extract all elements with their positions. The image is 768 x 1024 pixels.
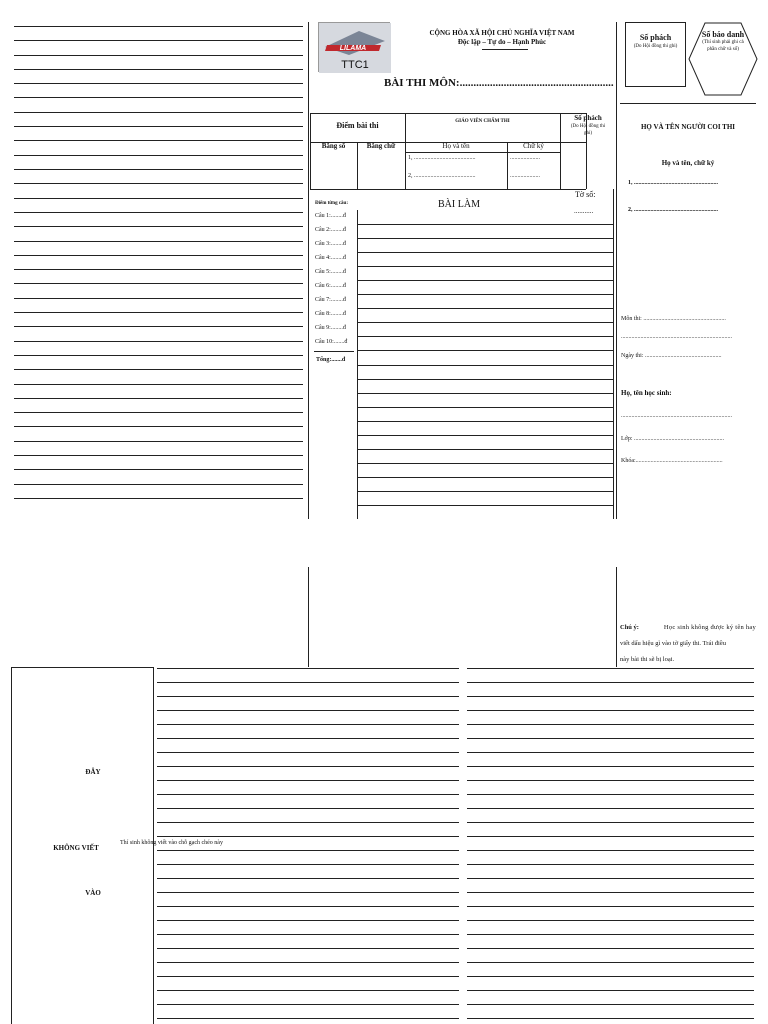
ruled-line [467,794,754,795]
no-write-day: ĐÂY [85,768,101,776]
separator-left-lower [308,567,309,667]
ruled-line [357,407,613,408]
ruled-line [357,252,613,253]
ruled-line [357,421,613,422]
ruled-line [157,990,459,991]
no-write-note: Thí sinh không viết vào chỗ gạch chéo này [120,840,223,846]
ruled-line [467,808,754,809]
question-score-8[interactable]: Câu 8:........đ [315,311,346,317]
ruled-line [157,1004,459,1005]
grader-sig-2[interactable]: .................... [510,173,540,179]
motto: Độc lập – Tự do – Hạnh Phúc [457,38,547,46]
ruled-line [357,435,613,436]
ruled-line [467,1018,754,1019]
ruled-line [467,906,754,907]
ruled-line [357,449,613,450]
ruled-line [357,308,613,309]
ho-ten-hoc-sinh-label: Họ, tên học sinh: [621,389,672,397]
logo-brand: LILAMA [339,45,367,52]
separator-right-lower [616,567,617,667]
so-bao-danh-note1: (Thí sinh phải ghi cả [702,40,744,45]
ruled-line [157,934,459,935]
total-score[interactable]: Tổng:.......đ [316,357,346,363]
coi-thi-row-1[interactable]: 1, ........................................................ [628,180,718,186]
ho-va-ten-label: Họ và tên [442,142,470,150]
ruled-line [467,780,754,781]
question-score-3[interactable]: Câu 3:........đ [315,241,346,247]
ruled-line [14,255,303,256]
ruled-line [14,426,303,427]
ruled-line [14,498,303,499]
ruled-line [357,350,613,351]
mon-thi-dots[interactable]: .......................................................................... [621,334,732,340]
ruled-line [467,934,754,935]
ruled-line [14,26,303,27]
ruled-line [157,724,459,725]
ruled-line [14,341,303,342]
so-phach-note: (Do Hội đồng thi ghi) [633,44,678,49]
grader-sig-1[interactable]: .................... [510,155,540,161]
grader-row-2[interactable]: 2, ......................................... [408,173,476,179]
ruled-line [157,682,459,683]
ruled-line [14,412,303,413]
chu-y-line-1: Học sinh không được ký tên hay [663,624,756,631]
motto-underline [482,49,528,50]
ruled-line [14,355,303,356]
ruled-line [467,710,754,711]
so-phach-table-label: Số phách [574,114,602,122]
ruled-line [14,183,303,184]
grader-row-1[interactable]: 1, ......................................... [408,155,476,161]
ruled-line [157,780,459,781]
ruled-line [467,892,754,893]
khoa-field[interactable]: Khóa:.......................................................... [621,458,723,464]
ruled-line [467,850,754,851]
ruled-line [357,379,613,380]
ruled-line [157,836,459,837]
chu-y-note [620,620,756,668]
ruled-line [157,976,459,977]
bai-lam-right-border [613,189,614,519]
separator-right [616,22,617,519]
separator-left [308,22,309,519]
ruled-line [157,878,459,879]
ruled-line [14,441,303,442]
ruled-line [467,1004,754,1005]
ruled-line [467,738,754,739]
lilama-logo-icon [319,23,391,73]
chu-y-line-2: viết dấu hiệu gì vào tờ giấy thi. Trái điều [620,640,726,647]
ruled-line [157,948,459,949]
diem-bai-thi-label: Điểm bài thi [336,121,379,130]
so-phach-box [625,22,686,87]
ruled-line [14,69,303,70]
ruled-line [14,169,303,170]
no-write-vao: VÀO [85,889,101,897]
so-bao-danh-note2: phần chữ và số) [707,47,739,52]
ruled-line [14,283,303,284]
ruled-line [157,822,459,823]
diem-tung-cau-title: Điểm từng câu: [315,201,348,206]
no-write-khong-viet: KHÔNG VIẾT [53,844,99,852]
question-score-2[interactable]: Câu 2:........đ [315,227,346,233]
ruled-line [157,668,459,669]
ruled-line [467,962,754,963]
ruled-line [357,294,613,295]
ruled-line [357,393,613,394]
lop-field[interactable]: Lớp: ............................................................ [621,436,725,442]
coi-thi-sub: Họ và tên, chữ ký [661,159,715,167]
ruled-line [14,126,303,127]
bang-chu-label: Bằng chữ [366,142,396,150]
ruled-line [357,224,613,225]
ruled-line [14,269,303,270]
ho-ten-dots[interactable]: .......................................................................... [621,413,732,419]
so-phach-label: Số phách [639,33,672,42]
ruled-line [357,336,613,337]
ruled-line [157,962,459,963]
ruled-line [467,948,754,949]
logo-unit: TTC1 [341,59,369,71]
ruled-line [467,668,754,669]
ruled-line [157,920,459,921]
ruled-line [357,280,613,281]
so-bao-danh-label: Số báo danh [701,30,745,39]
ruled-line [357,463,613,464]
chu-ky-label: Chữ ký [523,142,544,150]
coi-thi-title: HỌ VÀ TÊN NGƯỜI COI THI [640,123,736,131]
ruled-line [467,696,754,697]
ruled-line [14,298,303,299]
ruled-line [14,326,303,327]
ruled-line [157,892,459,893]
ruled-line [467,976,754,977]
ruled-line [14,312,303,313]
ruled-line [467,724,754,725]
question-score-4[interactable]: Câu 4:........đ [315,255,346,261]
chu-y-label: Chú ý: [620,624,639,631]
bottom-box-top [11,667,154,668]
ruled-line [14,140,303,141]
ruled-line [357,322,613,323]
ruled-line [467,836,754,837]
ruled-line [467,752,754,753]
so-phach-table-note1: (Do Hội đồng thi [570,124,606,129]
ruled-line [157,794,459,795]
ruled-line [157,1018,459,1019]
total-divider [314,351,354,352]
ruled-line [14,226,303,227]
ruled-line [14,97,303,98]
ruled-line [357,477,613,478]
ruled-line [357,491,613,492]
exam-title: BÀI THI MÔN:........................................................ [384,77,614,89]
ruled-line [357,266,613,267]
bai-lam-label: BÀI LÀM [438,199,480,210]
ruled-line [467,878,754,879]
ruled-line [357,365,613,366]
so-phach-table-note2: ghi) [583,131,593,136]
ruled-line [14,241,303,242]
logo [318,22,390,72]
ruled-line [467,822,754,823]
ruled-line [14,198,303,199]
ruled-line [14,484,303,485]
ruled-line [14,83,303,84]
ruled-line [14,384,303,385]
ruled-line [14,455,303,456]
ruled-line [157,738,459,739]
ruled-line [14,40,303,41]
ruled-line [157,850,459,851]
ruled-line [157,864,459,865]
ngay-thi-field[interactable]: Ngày thi: ................................................... [621,353,722,359]
to-so-value[interactable]: ........... [574,207,594,215]
ruled-line [467,920,754,921]
ruled-line [157,766,459,767]
ruled-line [157,752,459,753]
right-top-divider [620,103,756,104]
ruled-line [14,469,303,470]
ruled-line [157,710,459,711]
ruled-line [467,990,754,991]
ruled-line [14,55,303,56]
ruled-line [357,238,613,239]
ruled-line [157,696,459,697]
ruled-line [157,808,459,809]
ruled-line [467,682,754,683]
question-score-10[interactable]: Câu 10:.......đ [315,339,348,345]
bang-so-label: Bằng số [321,142,346,150]
ruled-line [14,112,303,113]
country-title: CỘNG HÒA XÃ HỘI CHỦ NGHĨA VIỆT NAM [429,29,575,37]
coi-thi-row-2[interactable]: 2, ........................................................ [628,207,718,213]
ruled-line [357,505,613,506]
chu-y-line-3: này bài thi sẽ bị loại. [620,656,675,663]
to-so-label: Tờ số: [575,190,596,199]
question-score-5[interactable]: Câu 5:........đ [315,269,346,275]
ruled-line [467,864,754,865]
ruled-line [467,766,754,767]
ruled-line [157,906,459,907]
question-score-9[interactable]: Câu 9:........đ [315,325,346,331]
ruled-line [14,212,303,213]
question-score-6[interactable]: Câu 6:........đ [315,283,346,289]
ruled-line [14,398,303,399]
ruled-line [14,155,303,156]
mon-thi-field[interactable]: Môn thi: ....................................................... [621,316,726,322]
question-score-7[interactable]: Câu 7:........đ [315,297,346,303]
question-score-1[interactable]: Câu 1:........đ [315,213,346,219]
giao-vien-cham-thi-label: GIÁO VIÊN CHẤM THI [455,119,510,124]
ruled-line [14,369,303,370]
